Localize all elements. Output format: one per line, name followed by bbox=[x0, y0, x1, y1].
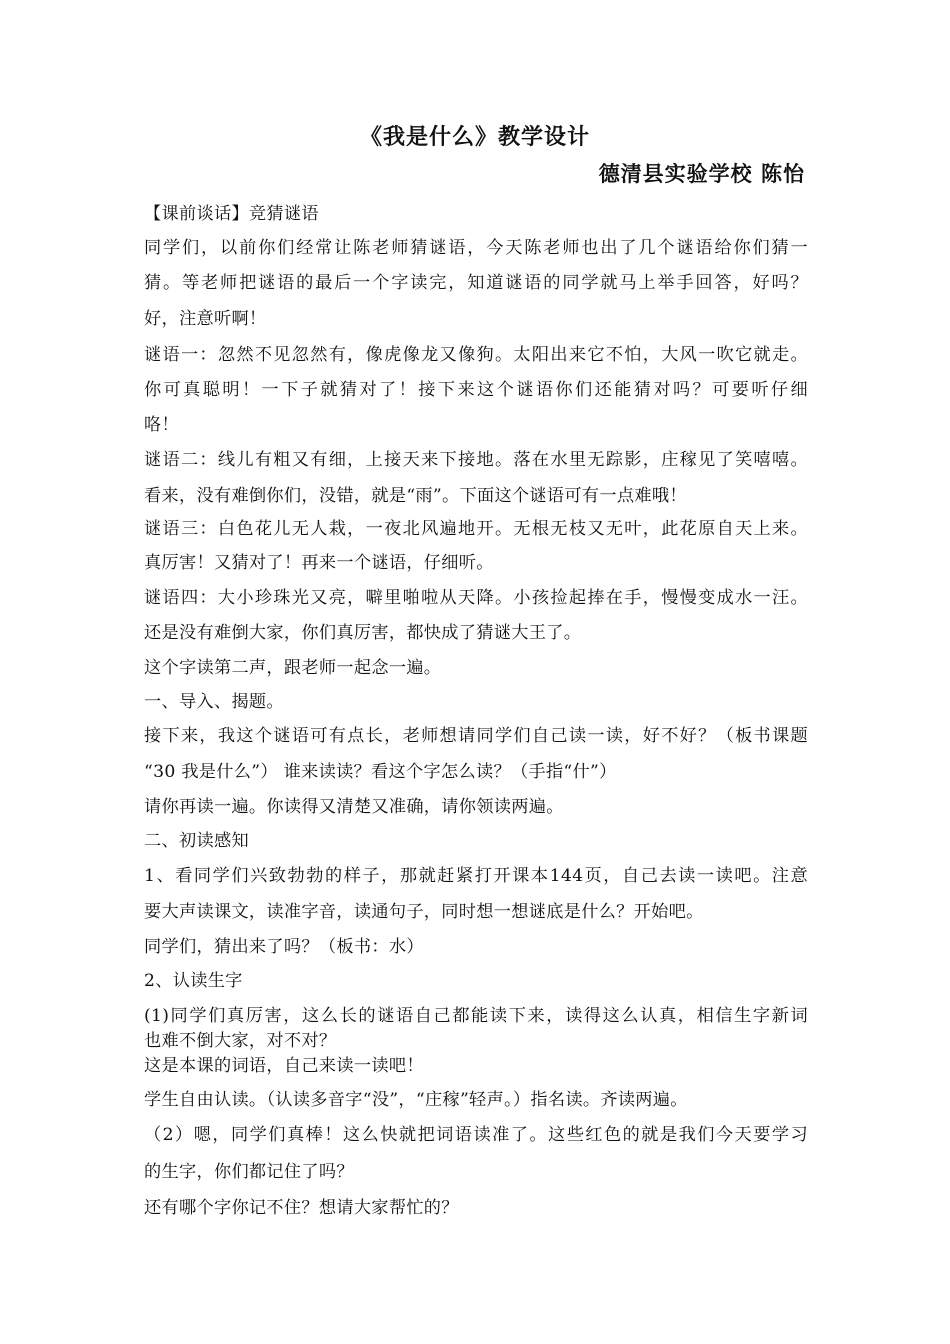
text-line: “30 我是什么”） 谁来读读？看这个字怎么读？（手指“什”） bbox=[144, 762, 617, 782]
text-line: 这个字读第二声，跟老师一起念一遍。 bbox=[144, 658, 442, 678]
section-heading: 一、导入、揭题。 bbox=[144, 692, 284, 712]
document-title: 《我是什么》教学设计 bbox=[359, 124, 590, 150]
section-heading: 2、认读生字 bbox=[144, 971, 243, 991]
text-line: 同学们，以前你们经常让陈老师猜谜语，今天陈老师也出了几个谜语给你们猜一 bbox=[144, 238, 808, 258]
text-line: 还有哪个字你记不住？想请大家帮忙的？ bbox=[144, 1198, 459, 1218]
text-line: 还是没有难倒大家，你们真厉害，都快成了猜谜大王了。 bbox=[144, 623, 582, 643]
text-line: 谜语四：大小珍珠光又亮，噼里啪啦从天降。小孩捡起捧在手，慢慢变成水一汪。 bbox=[144, 588, 808, 608]
text-line: 谜语二：线儿有粗又有细，上接天来下接地。落在水里无踪影，庄稼见了笑嘻嘻。 bbox=[144, 450, 808, 470]
text-line: 学生自由认读。（认读多音字“没”，“庄稼”轻声。）指名读。齐读两遍。 bbox=[144, 1090, 688, 1110]
text-line: 谜语三：白色花儿无人栽，一夜北风遍地开。无根无枝又无叶，此花原自天上来。 bbox=[144, 519, 808, 539]
text-line: 这是本课的词语，自己来读一读吧！ bbox=[144, 1056, 424, 1076]
text-line: 1、看同学们兴致勃勃的样子，那就赶紧打开课本144页，自己去读一读吧。注意 bbox=[144, 866, 808, 886]
text-line: 的生字，你们都记住了吗？ bbox=[144, 1162, 354, 1182]
section-heading: 二、初读感知 bbox=[144, 831, 249, 851]
text-line: 也难不倒大家，对不对？ bbox=[144, 1031, 337, 1051]
author-line: 德清县实验学校 陈怡 bbox=[598, 161, 805, 186]
text-line: 你可真聪明！一下子就猜对了！接下来这个谜语你们还能猜对吗？可要听仔细 bbox=[144, 380, 808, 400]
text-line: 咯！ bbox=[144, 415, 179, 435]
text-line: 看来，没有难倒你们，没错，就是“雨”。下面这个谜语可有一点难哦！ bbox=[144, 486, 687, 506]
text-line: 真厉害！又猜对了！再来一个谜语，仔细听。 bbox=[144, 553, 494, 573]
text-line: 要大声读课文，读准字音，读通句子，同时想一想谜底是什么？开始吧。 bbox=[144, 902, 704, 922]
text-line: 【课前谈话】竞猜谜语 bbox=[144, 204, 319, 224]
text-line: 同学们，猜出来了吗？（板书：水） bbox=[144, 937, 424, 957]
text-line: 谜语一：忽然不见忽然有，像虎像龙又像狗。太阳出来它不怕，大风一吹它就走。 bbox=[144, 345, 808, 365]
text-line: 请你再读一遍。你读得又清楚又准确，请你领读两遍。 bbox=[144, 797, 564, 817]
text-line: (1)同学们真厉害，这么长的谜语自己都能读下来，读得这么认真，相信生字新词 bbox=[144, 1006, 808, 1026]
text-line: 接下来，我这个谜语可有点长，老师想请同学们自己读一读，好不好？（板书课题 bbox=[144, 726, 808, 746]
text-line: 猜。等老师把谜语的最后一个字读完，知道谜语的同学就马上举手回答，好吗？ bbox=[144, 273, 808, 293]
text-line: （2）嗯，同学们真棒！这么快就把词语读准了。这些红色的就是我们今天要学习 bbox=[144, 1125, 808, 1145]
text-line: 好，注意听啊！ bbox=[144, 309, 267, 329]
